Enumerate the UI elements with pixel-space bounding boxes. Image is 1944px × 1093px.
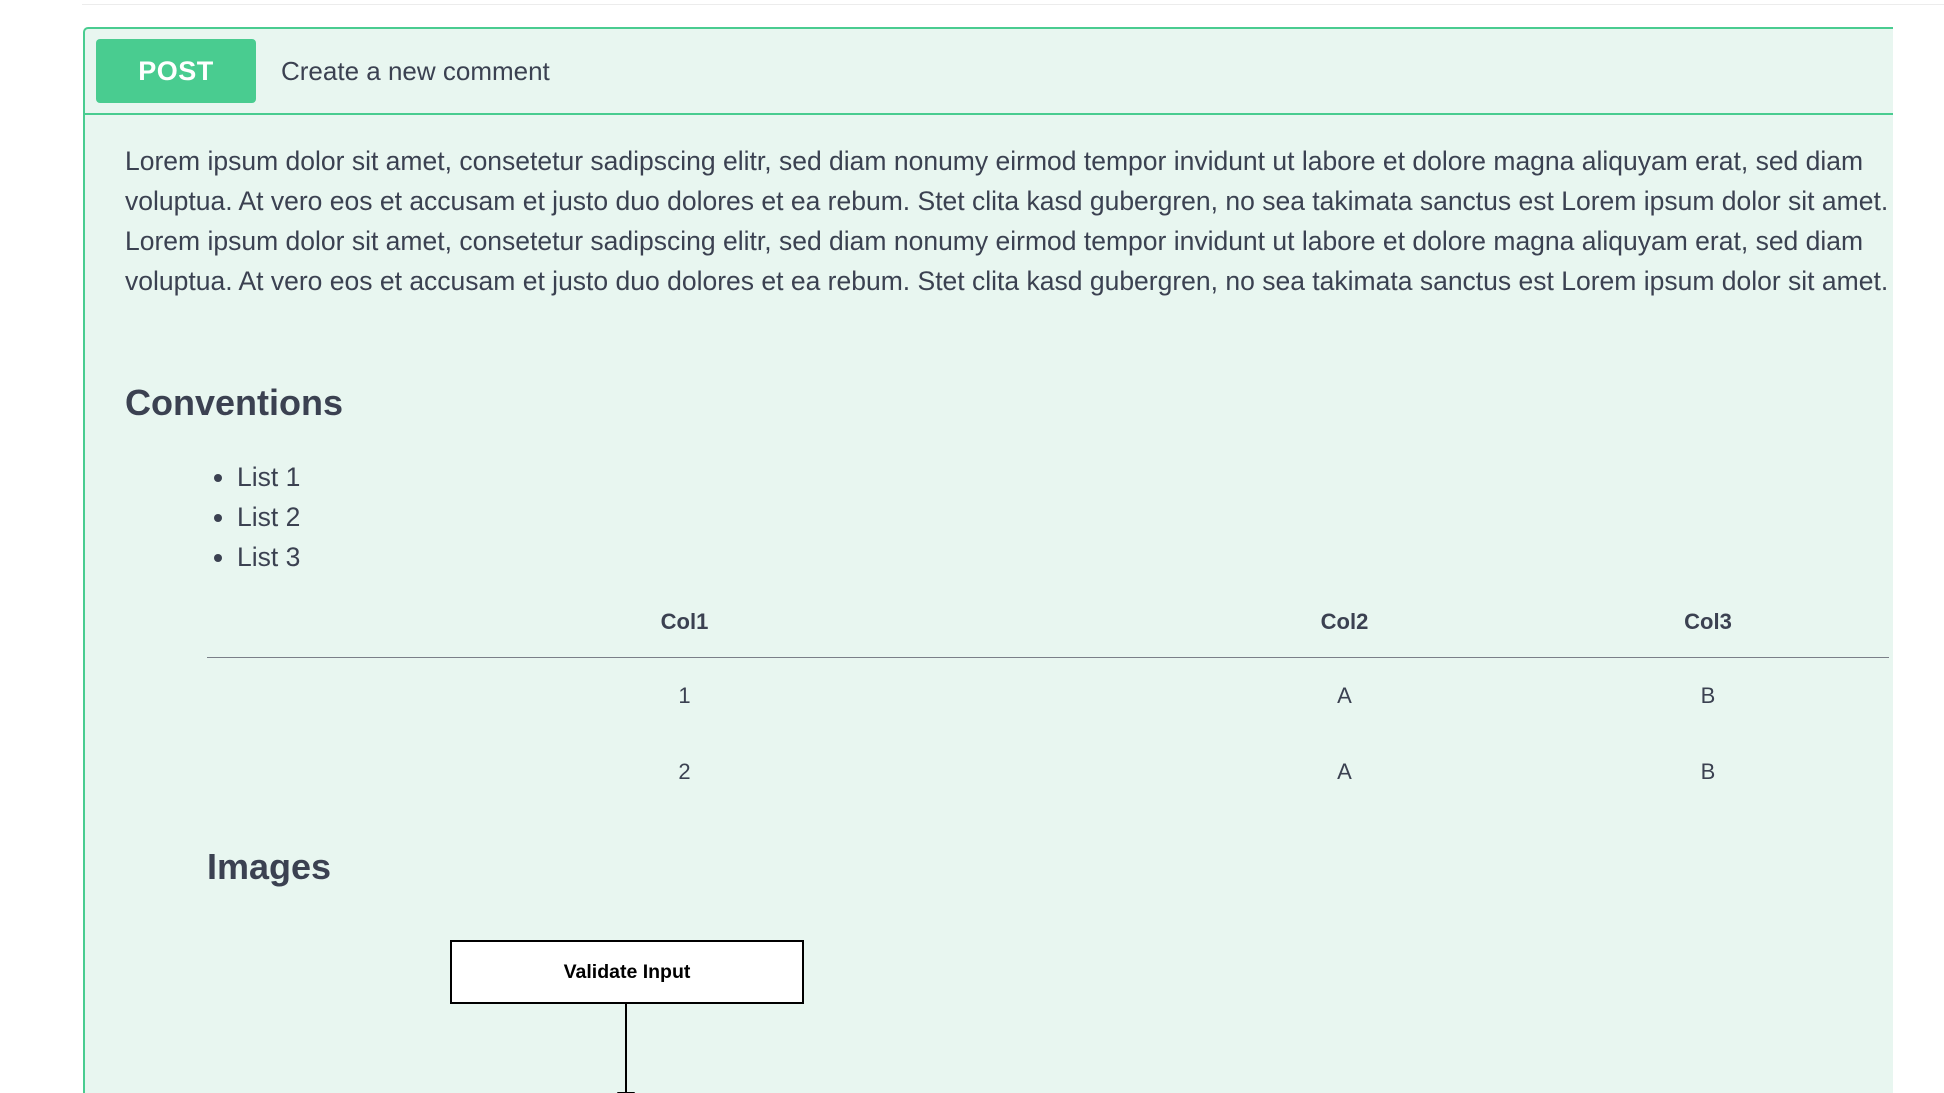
conventions-heading: Conventions [125, 382, 344, 423]
table-header-col1: Col1 [207, 592, 1162, 657]
table-row [207, 734, 1889, 810]
table-header-row [207, 592, 1889, 657]
table-cell: A [1337, 758, 1352, 784]
data-table [207, 592, 1889, 810]
table-cell: 2 [678, 758, 691, 784]
table-cell: B [1700, 758, 1716, 784]
operation-summary[interactable] [85, 29, 1893, 115]
method-badge: POST [96, 39, 256, 103]
list-item: • List 1 [237, 457, 300, 497]
conventions-list [207, 457, 300, 577]
operation-body [85, 115, 1893, 301]
operation-block-post [83, 27, 1893, 1093]
table-header-col3: Col3 [1527, 592, 1889, 657]
table-row [207, 657, 1889, 734]
table-cell: 1 [678, 682, 691, 708]
operation-description: Lorem ipsum dolor sit amet, consetetur sadipscing elitr, sed diam nonumy eirmod tempor invidunt ut labore et dolore magna aliquyam erat, sed diam voluptua. At vero eos et accusam et justo duo dolores et ea rebum. Stet clita kasd gubergren, no sea takimata sanctus est Lorem ipsum dolor sit amet. Lorem ipsum dolor sit amet, consetetur sadipscing elitr, sed diam nonumy eirmod tempor invidunt ut labore et dolore magna aliquyam erat, sed diam voluptua. At vero eos et accusam et justo duo dolores et ea rebum. Stet clita kasd gubergren, no sea takimata sanctus est Lorem ipsum dolor sit amet. [125, 146, 1889, 296]
list-item: • List 2 [237, 497, 300, 537]
top-divider [82, 0, 1944, 5]
list-item: • List 3 [237, 537, 300, 577]
flowchart-step-validate-input: Validate Input [450, 940, 804, 1004]
table-cell: A [1337, 682, 1352, 708]
flowchart-arrow [615, 1004, 637, 1093]
operation-summary-text: Create a new comment [281, 55, 550, 86]
images-heading: Images [207, 846, 332, 887]
table-cell: B [1700, 682, 1716, 708]
table-header-col2: Col2 [1162, 592, 1527, 657]
